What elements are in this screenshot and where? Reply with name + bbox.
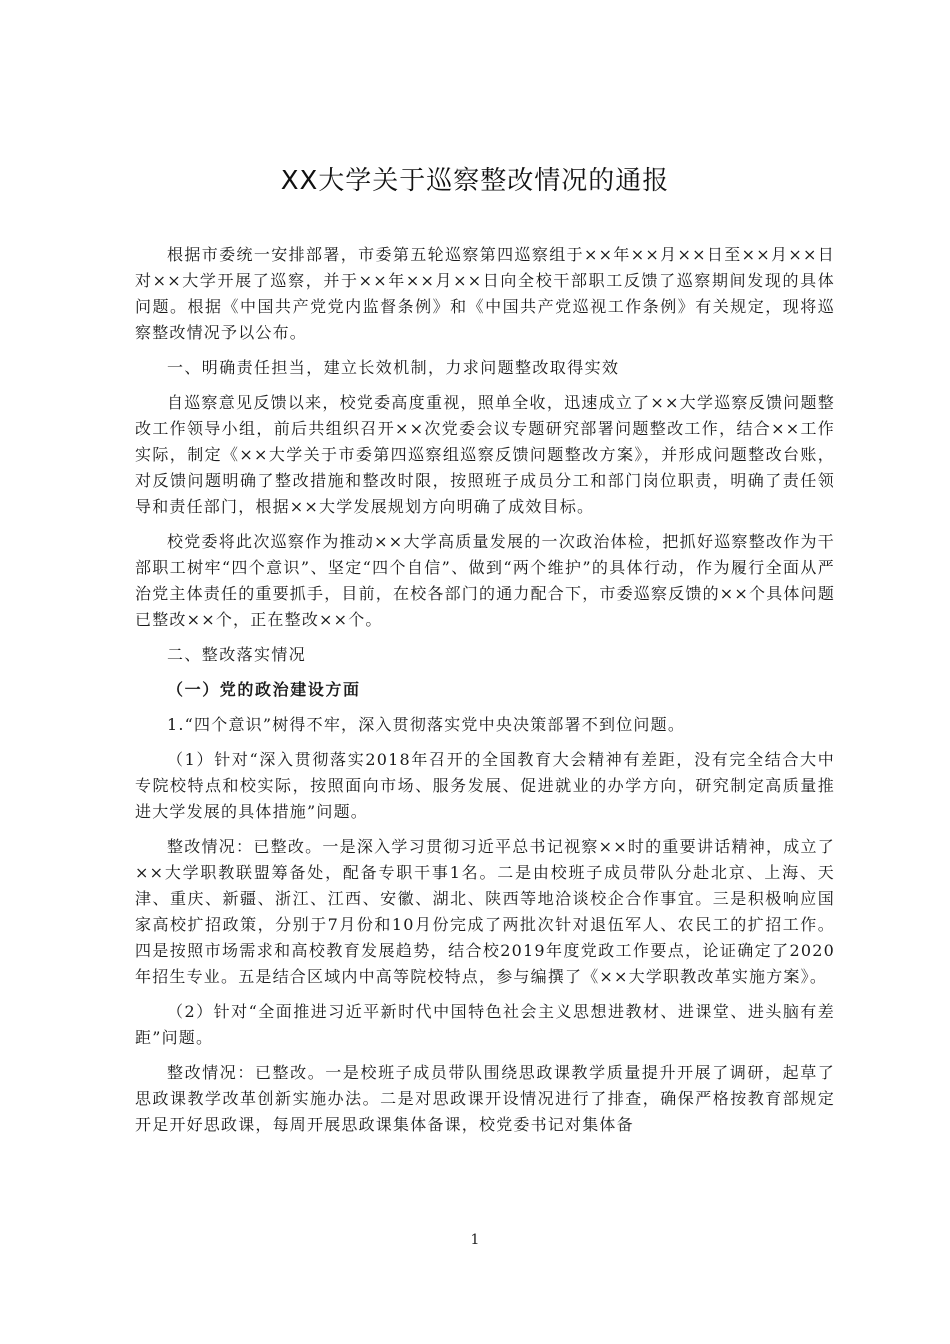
- body-paragraph: （1）针对“深入贯彻落实2018年召开的全国教育大会精神有差距，没有完全结合大中专院校特点和校实际，按照面向市场、服务发展、促进就业的办学方向，研究制定高质量推进大学发展的具体措施”问题。: [135, 750, 835, 821]
- body-paragraph: 校党委将此次巡察作为推动××大学高质量发展的一次政治体检，把抓好巡察整改作为干部职工树牢“四个意识”、坚定“四个自信”、做到“两个维护”的具体行动，作为履行全面从严治党主体责任的重要抓手，目前，在校各部门的通力配合下，市委巡察反馈的××个具体问题已整改××个，正在整改××个。: [135, 532, 836, 629]
- page-number: 1: [470, 1232, 480, 1248]
- section-heading-1: 一、明确责任担当，建立长效机制，力求问题整改取得实效: [167, 358, 620, 377]
- intro-paragraph: 根据市委统一安排部署，市委第五轮巡察第四巡察组于××年××月××日至××月××日对××大学开展了巡察，并于××年××月××日向全校干部职工反馈了巡察期间发现的具体问题。根据《中国共产党党内监督条例》和《中国共产党巡视工作条例》有关规定，现将巡察整改情况予以公布。: [135, 245, 835, 342]
- body-paragraph: 整改情况：已整改。一是校班子成员带队围绕思政课教学质量提升开展了调研，起草了思政课教学改革创新实施办法。二是对思政课开设情况进行了排查，确保严格按教育部规定开足开好思政课，每周开展思政课集体备课，校党委书记对集体备: [135, 1063, 835, 1134]
- subsection-heading: （一）党的政治建设方面: [167, 680, 361, 699]
- body-paragraph: 自巡察意见反馈以来，校党委高度重视，照单全收，迅速成立了××大学巡察反馈问题整改工作领导小组，前后共组织召开××次党委会议专题研究部署问题整改工作，结合××工作实际，制定《××大学关于市委第四巡察组巡察反馈问题整改方案》，并形成问题整改台账，对反馈问题明确了整改措施和整改时限，按照班子成员分工和部门岗位职责，明确了责任领导和责任部门，根据××大学发展规划方向明确了成效目标。: [135, 393, 835, 516]
- body-paragraph: （2）针对“全面推进习近平新时代中国特色社会主义思想进教材、进课堂、进头脑有差距”问题。: [135, 1002, 835, 1047]
- document-body: [135, 242, 835, 1147]
- document-title: XX大学关于巡察整改情况的通报: [280, 166, 670, 196]
- item-heading: 1.“四个意识”树得不牢，深入贯彻落实党中央决策部署不到位问题。: [167, 715, 686, 734]
- body-paragraph: 整改情况：已整改。一是深入学习贯彻习近平总书记视察××时的重要讲话精神，成立了××大学职教联盟筹备处，配备专职干事1名。二是由校班子成员带队分赴北京、上海、天津、重庆、新疆、浙江、江西、安徽、湖北、陕西等地洽谈校企合作事宜。三是积极响应国家高校扩招政策，分别于7月份和10月份完成了两批次针对退伍军人、农民工的扩招工作。四是按照市场需求和高校教育发展趋势，结合校2019年度党政工作要点，论证确定了2020年招生专业。五是结合区域内中高等院校特点，参与编撰了《××大学职教改革实施方案》。: [135, 837, 835, 986]
- section-heading-2: 二、整改落实情况: [167, 645, 307, 664]
